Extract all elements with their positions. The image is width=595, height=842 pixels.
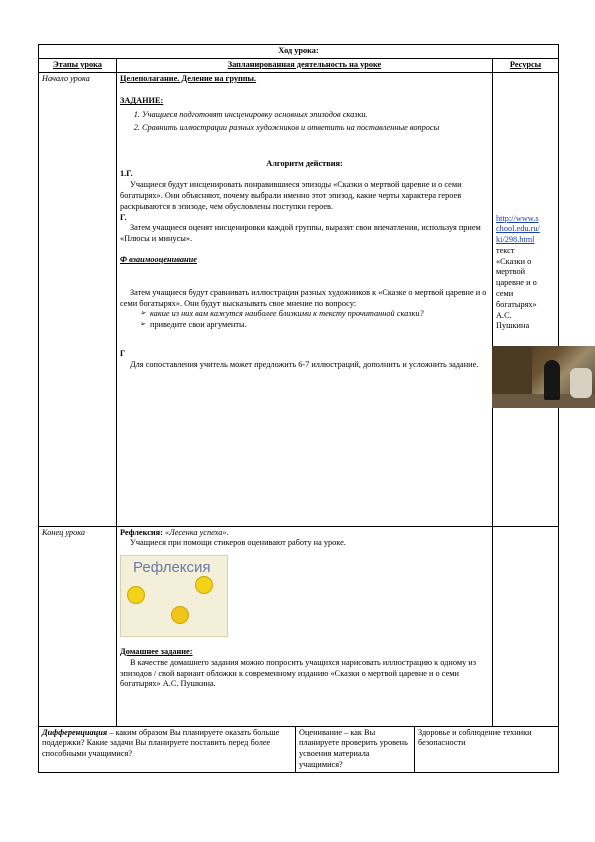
start-heading: Целеполагание. Деление на группы. bbox=[120, 73, 257, 83]
table-title-row bbox=[39, 45, 559, 59]
task-list bbox=[120, 110, 489, 134]
group2-text: Затем учащиеся оценят инсценировки каждой группы, выразят свои впечатления, используя прием «Плюсы и минусы». bbox=[120, 223, 481, 244]
table-title: Ход урока: bbox=[39, 45, 559, 59]
start-resources bbox=[493, 72, 559, 526]
arrow-bullet-icon: ➢ bbox=[140, 320, 146, 329]
health-cell: Здоровье и соблюдение техники безопасности bbox=[415, 726, 559, 772]
resource-link[interactable]: http://www.s chool.edu.ru/ ki/298.html bbox=[496, 213, 540, 245]
stage-end: Конец урока bbox=[39, 526, 117, 726]
question-item: ➢ какие из них вам кажутся наиболее близкими к тексту прочитанной сказки? bbox=[140, 309, 424, 319]
end-row bbox=[39, 526, 559, 726]
group3-label: Г bbox=[120, 348, 126, 358]
compare-text: Затем учащиеся будут сравнивать иллюстрации разных художников к «Сказке о мертвой царевне и о семи богатырях». Они будут высказывать свое мнение по вопросу: bbox=[120, 287, 487, 308]
reflection-label: Рефлексия: bbox=[120, 527, 163, 537]
differentiation-text: – каким образом Вы планируете оказать больше поддержки? Какие задачи Вы планируете поставить перед более способными учащимися? bbox=[42, 727, 280, 759]
lesson-plan-page bbox=[38, 44, 558, 773]
start-activity bbox=[117, 72, 493, 526]
end-resources bbox=[493, 526, 559, 726]
homework-text: В качестве домашнего задания можно попросить учащихся нарисовать иллюстрацию к одному из эпизодов / свой вариант обложки к современному изданию «Сказки о мертвой царевне и о семи богатырях» А.С. Пушкина. bbox=[120, 657, 477, 689]
task-item: 1. Учащиеся подготовят инсценировку основных эпизодов сказки. bbox=[142, 110, 489, 121]
col-resources-header: Ресурсы bbox=[493, 58, 559, 72]
reflection-name: «Лесенка успеха». bbox=[164, 527, 229, 537]
assessment-cell: Оценивание – как Вы планируете проверить уровень усвоения материала учащимися? bbox=[296, 726, 415, 772]
peer-assessment: Ф взаимооценивание bbox=[120, 254, 197, 264]
reflection-text: Учащиеся при помощи стикеров оценивают работу на уроке. bbox=[130, 538, 346, 548]
smiley-icon bbox=[127, 586, 145, 604]
col-stages-header: Этапы урока bbox=[39, 58, 117, 72]
differentiation-label: Дифференциация bbox=[42, 727, 108, 737]
task-item: 2. Сравнить иллюстрации разных художников и ответить на поставленные вопросы bbox=[142, 123, 489, 134]
reflection-image-title: Рефлексия bbox=[133, 559, 211, 577]
smiley-icon bbox=[195, 576, 213, 594]
stage-start: Начало урока bbox=[39, 72, 117, 526]
resource-description: текст «Сказки о мертвой царевне и о семи богатырях» А.С. Пушкина bbox=[496, 245, 537, 331]
task-label: ЗАДАНИЕ: bbox=[120, 96, 164, 106]
arrow-bullet-icon: ➢ bbox=[140, 309, 146, 318]
algorithm-heading: Алгоритм действия: bbox=[266, 158, 343, 168]
footer-row bbox=[39, 726, 559, 772]
group1-label: 1.Г. bbox=[120, 169, 133, 179]
question-item: ➢ приведите свои аргументы. bbox=[140, 320, 247, 330]
end-activity bbox=[117, 526, 493, 726]
reflection-image bbox=[120, 555, 228, 637]
differentiation-cell bbox=[39, 726, 296, 772]
group2-label: Г. bbox=[120, 212, 127, 222]
start-row bbox=[39, 72, 559, 526]
group3-text: Для сопоставления учитель может предложить 6-7 иллюстраций, дополнить и усложнить задание. bbox=[130, 359, 479, 369]
fairy-tale-illustration bbox=[492, 346, 595, 408]
homework-label: Домашнее задание: bbox=[120, 647, 193, 657]
table-header-row bbox=[39, 58, 559, 72]
col-activity-header: Запланированная деятельность на уроке bbox=[117, 58, 493, 72]
question-list bbox=[120, 309, 489, 331]
group1-text: Учащиеся будут инсценировать понравившиеся эпизоды «Сказки о мертвой царевне и о семи богатырях». Они объясняют, почему выбрали именно этот эпизод, какие черты характера героев раскрываются в эпизоде, чем обусловлены поступки героев. bbox=[120, 180, 462, 211]
smiley-icon bbox=[171, 606, 189, 624]
lesson-table bbox=[38, 44, 559, 773]
